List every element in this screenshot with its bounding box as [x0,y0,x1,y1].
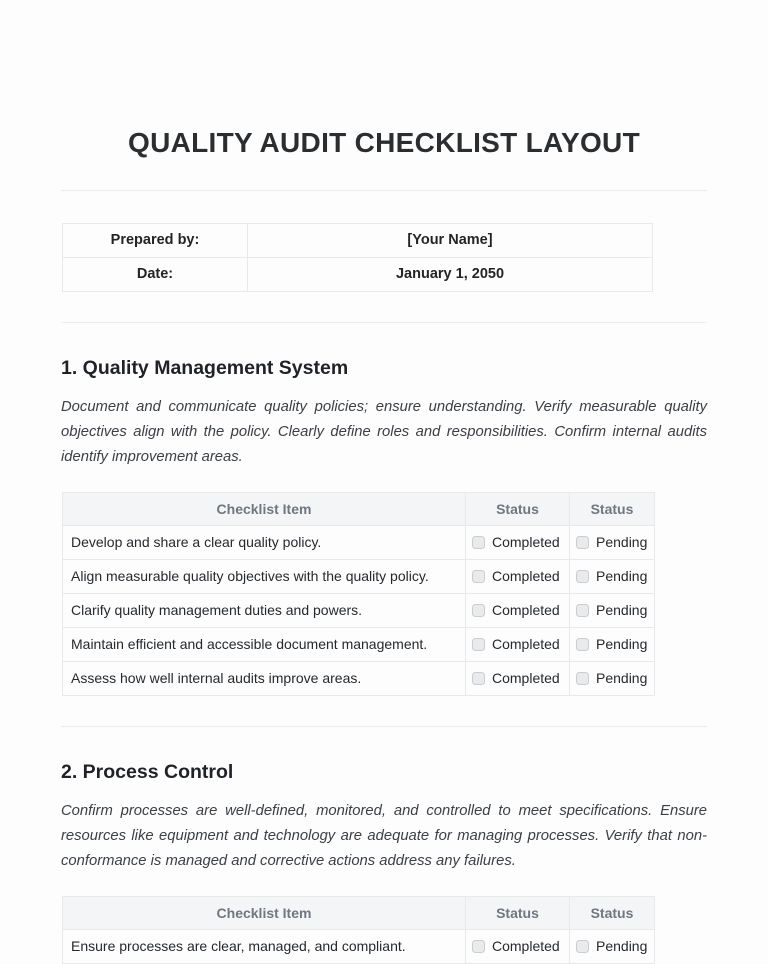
pending-label: Pending [596,938,648,954]
completed-status-cell [466,560,570,594]
meta-value-cell: January 1, 2050 [248,258,653,292]
completed-status-cell [466,662,570,696]
completed-status-cell [466,594,570,628]
section-heading: 1. Quality Management System [61,357,349,379]
page-title: QUALITY AUDIT CHECKLIST LAYOUT [128,127,640,158]
completed-checkbox[interactable] [472,940,485,953]
table-header-row [63,897,655,930]
meta-label-cell: Prepared by: [63,224,248,258]
completed-status-cell [466,930,570,964]
checklist-item-cell: Clarify quality management duties and powers. [63,594,466,628]
checklist-table [62,896,655,964]
pending-label: Pending [596,602,648,618]
prepared-by-table [62,223,653,292]
pending-status-cell [570,628,655,662]
table-row [63,224,653,258]
checklist-item-header: Checklist Item [63,897,466,930]
table-row [63,930,655,964]
section-description: Document and communicate quality policies; ensure understanding. Verify measurable quality objectives align with the policy. Clearly define roles and responsibilities. Confirm internal audits identify improvement areas. [61,399,707,465]
status-header: Status [570,493,655,526]
pending-label: Pending [596,670,648,686]
checklist-item-cell: Ensure processes are clear, managed, and compliant. [63,930,466,964]
pending-checkbox[interactable] [576,940,589,953]
meta-label-cell: Date: [63,258,248,292]
table-header-row [63,493,655,526]
divider [61,190,707,191]
completed-label: Completed [492,534,560,550]
pending-checkbox[interactable] [576,536,589,549]
status-header: Status [570,897,655,930]
pending-checkbox[interactable] [576,672,589,685]
table-row [63,258,653,292]
divider [61,726,707,727]
checklist-item-cell: Assess how well internal audits improve areas. [63,662,466,696]
pending-checkbox[interactable] [576,604,589,617]
pending-label: Pending [596,636,648,652]
completed-checkbox[interactable] [472,604,485,617]
completed-checkbox[interactable] [472,638,485,651]
checklist-section [61,759,707,964]
section-heading: 2. Process Control [61,761,234,783]
divider [61,322,707,323]
completed-status-cell [466,628,570,662]
pending-checkbox[interactable] [576,570,589,583]
section-description: Confirm processes are well-defined, monitored, and controlled to meet specifications. Ensure resources like equipment and technology are adequate for managing processes. Verify that non-conformance is managed and corrective actions address any failures. [61,803,707,869]
pending-status-cell [570,594,655,628]
status-header: Status [466,493,570,526]
pending-label: Pending [596,568,648,584]
checklist-item-cell: Maintain efficient and accessible document management. [63,628,466,662]
checklist-item-cell: Align measurable quality objectives with the quality policy. [63,560,466,594]
pending-status-cell [570,930,655,964]
checklist-item-cell: Develop and share a clear quality policy. [63,526,466,560]
table-row [63,560,655,594]
completed-label: Completed [492,602,560,618]
pending-status-cell [570,662,655,696]
status-header: Status [466,897,570,930]
meta-value-cell: [Your Name] [248,224,653,258]
table-row [63,526,655,560]
table-row [63,662,655,696]
checklist-section [61,355,707,696]
completed-label: Completed [492,670,560,686]
table-row [63,628,655,662]
pending-status-cell [570,560,655,594]
completed-label: Completed [492,568,560,584]
completed-label: Completed [492,938,560,954]
completed-label: Completed [492,636,560,652]
checklist-table [62,492,655,696]
completed-status-cell [466,526,570,560]
pending-checkbox[interactable] [576,638,589,651]
pending-status-cell [570,526,655,560]
completed-checkbox[interactable] [472,570,485,583]
completed-checkbox[interactable] [472,536,485,549]
completed-checkbox[interactable] [472,672,485,685]
checklist-item-header: Checklist Item [63,493,466,526]
sections-container [61,322,707,964]
pending-label: Pending [596,534,648,550]
table-row [63,594,655,628]
